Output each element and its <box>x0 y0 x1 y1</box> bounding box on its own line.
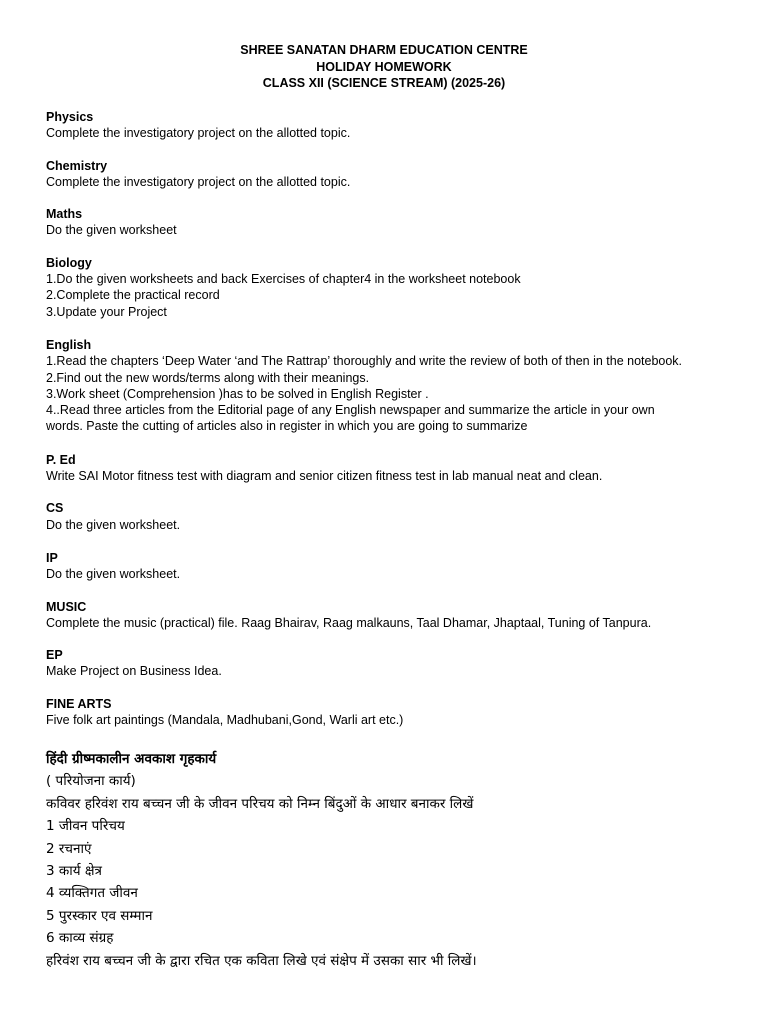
section-title: Chemistry <box>46 158 108 173</box>
section-title: P. Ed <box>46 452 76 467</box>
section-line: words. Paste the cutting of articles also in register in which you are going to summarize <box>46 419 528 434</box>
hindi-line: 3 कार्य क्षेत्र <box>46 863 102 880</box>
section-title: English <box>46 337 92 352</box>
section-line: Complete the investigatory project on the allotted topic. <box>46 126 351 141</box>
section-line: 3.Update your Project <box>46 304 167 319</box>
section-fine-arts <box>46 696 736 729</box>
hindi-line: ( परियोजना कार्य) <box>46 773 136 790</box>
section-line: Do the given worksheet. <box>46 517 181 532</box>
section-line: Five folk art paintings (Mandala, Madhubani,Gond, Warli art etc.) <box>46 713 404 728</box>
section-line: 3.Work sheet (Comprehension )has to be solved in English Register . <box>46 386 429 401</box>
section-maths <box>46 206 736 239</box>
section-title: MUSIC <box>46 599 87 614</box>
section-line: 2.Find out the new words/terms along with their meanings. <box>46 370 370 385</box>
section-ip <box>46 550 736 583</box>
section-title: IP <box>46 550 58 565</box>
hindi-title: हिंदी ग्रीष्मकालीन अवकाश गृहकार्य <box>46 751 217 767</box>
hindi-line: हरिवंश राय बच्चन जी के द्वारा रचित एक कविता लिखे एवं संक्षेप में उसका सार भी लिखें। <box>46 952 477 969</box>
section-ep <box>46 647 736 680</box>
section-line: Do the given worksheet. <box>46 567 181 582</box>
section-cs <box>46 500 736 533</box>
section-physics <box>46 109 736 142</box>
section-line: Do the given worksheet <box>46 223 177 238</box>
section-title: CS <box>46 501 64 516</box>
document-header <box>0 42 768 92</box>
hindi-line: कविवर हरिवंश राय बच्चन जी के जीवन परिचय को निम्न बिंदुओं के आधार बनाकर लिखें <box>46 795 474 812</box>
subject-sections <box>46 109 736 728</box>
hindi-line: 4 व्यक्तिगत जीवन <box>46 885 138 902</box>
hindi-line: 2 रचनाएं <box>46 840 92 857</box>
section-line: 1.Do the given worksheets and back Exercises of chapter4 in the worksheet notebook <box>46 272 521 287</box>
section-music <box>46 599 736 632</box>
section-line: 1.Read the chapters ‘Deep Water ‘and The Rattrap’ thoroughly and write the review of both of then in the notebook. <box>46 354 683 369</box>
section-line: Write SAI Motor fitness test with diagram and senior citizen fitness test in lab manual neat and clean. <box>46 469 603 484</box>
section-line: Complete the investigatory project on the allotted topic. <box>46 174 351 189</box>
section-ped <box>46 452 736 485</box>
hindi-line: 1 जीवन परिचय <box>46 818 125 835</box>
section-biology <box>46 255 736 320</box>
school-name: SHREE SANATAN DHARM EDUCATION CENTRE <box>240 43 528 57</box>
class-info: CLASS XII (SCIENCE STREAM) (2025-26) <box>262 76 506 90</box>
section-title: EP <box>46 648 63 663</box>
section-title: Maths <box>46 207 83 222</box>
section-title: Biology <box>46 255 92 270</box>
section-line: 4..Read three articles from the Editorial page of any English newspaper and summarize the article in your own <box>46 403 655 418</box>
hindi-line: 5 पुरस्कार एव सम्मान <box>46 907 153 924</box>
hindi-section <box>46 748 736 972</box>
section-title: FINE ARTS <box>46 696 112 711</box>
hindi-line: 6 काव्य संग्रह <box>46 930 114 947</box>
document-title: HOLIDAY HOMEWORK <box>316 59 452 74</box>
section-title: Physics <box>46 110 94 124</box>
section-line: 2.Complete the practical record <box>46 288 220 303</box>
section-line: Make Project on Business Idea. <box>46 664 222 679</box>
section-line: Complete the music (practical) file. Raag Bhairav, Raag malkauns, Taal Dhamar, Jhaptaal, Tuning of Tanpura. <box>46 615 652 630</box>
section-english <box>46 337 736 435</box>
section-chemistry <box>46 158 736 191</box>
